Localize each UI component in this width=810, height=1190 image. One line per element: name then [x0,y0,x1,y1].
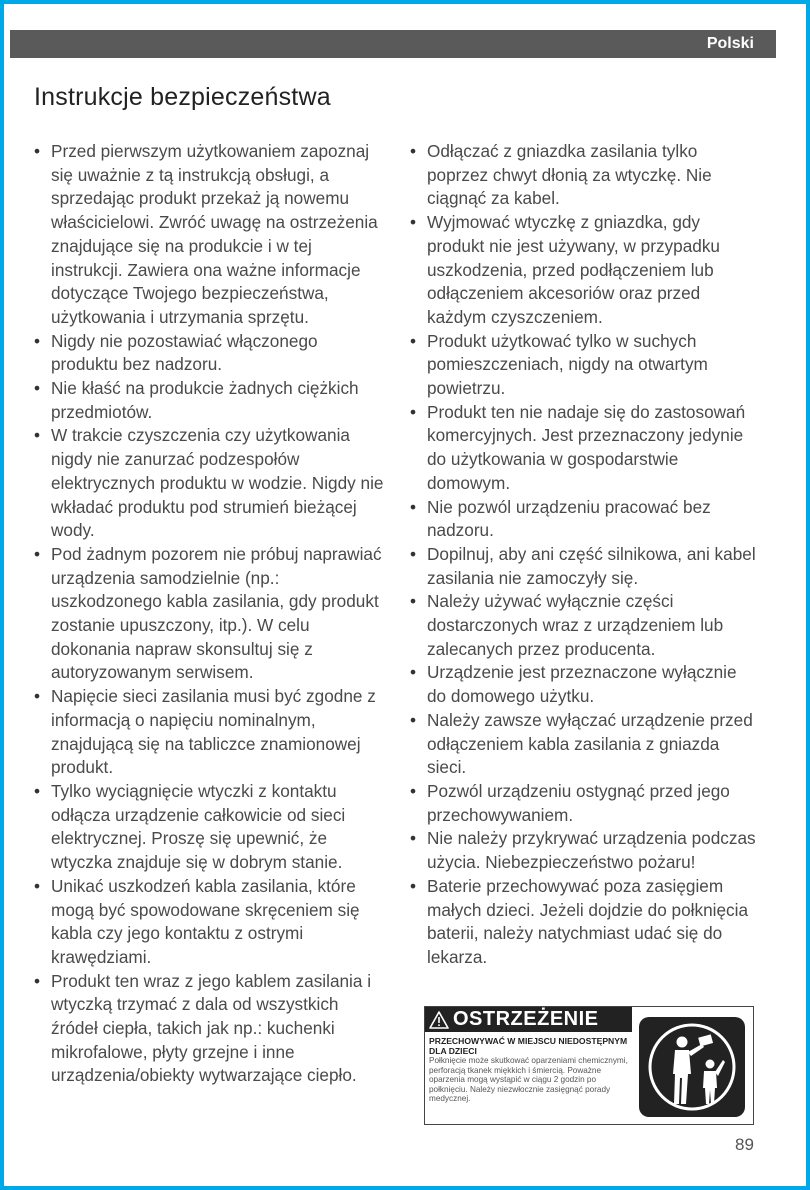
list-item: • Napięcie sieci zasilania musi być zgodne z informacją o napięciu nominalnym, znajdującą się na tabliczce znamionowej produkt. [34,685,384,780]
list-item: • Przed pierwszym użytkowaniem zapoznaj się uważnie z tą instrukcją obsługi, a sprzedając produkt przekaż ją nowemu właścicielowi. Zwróć uwagę na ostrzeżenia znajdujące się na produkcie i w tej instrukcji. Zawiera ona ważne informacje dotyczące Twojego bezpieczeństwa, użytkowania i utrzymania sprzętu. [34,140,384,330]
list-item: • Unikać uszkodzeń kabla zasilania, które mogą być spowodowane skręceniem się kabla czy jego kontaktu z ostrymi krawędziami. [34,875,384,970]
list-item: • Należy używać wyłącznie części dostarczonych wraz z urządzeniem lub zalecanych przez producenta. [410,590,760,661]
list-item: • Wyjmować wtyczkę z gniazdka, gdy produkt nie jest używany, w przypadku uszkodzenia, przed podłączeniem lub odłączeniem akcesoriów oraz przed każdym czyszczeniem. [410,211,760,330]
list-item: • Odłączać z gniazdka zasilania tylko poprzez chwyt dłonią za wtyczkę. Nie ciągnąć za kabel. [410,140,760,211]
warning-subheading: PRZECHOWYWAĆ W MIEJSCU NIEDOSTĘPNYM DLA DZIECI [429,1036,628,1056]
list-item: • Należy zawsze wyłączać urządzenie przed odłączeniem kabla zasilania z gniazda sieci. [410,709,760,780]
list-item: • Pozwól urządzeniu ostygnąć przed jego przechowywaniem. [410,780,760,827]
list-item: • Produkt ten nie nadaje się do zastosowań komercyjnych. Jest przeznaczony jedynie do użytkowania w gospodarstwie domowym. [410,401,760,496]
list-item: • Nie kłaść na produkcie żadnych ciężkich przedmiotów. [34,377,384,424]
warning-text-panel [425,1007,632,1124]
list-item: • Dopilnuj, aby ani część silnikowa, ani kabel zasilania nie zamoczyły się. [410,543,760,590]
list-item: • Produkt ten wraz z jego kablem zasilania i wtyczką trzymać z dala od wszystkich źródeł ciepła, takich jak np.: kuchenki mikrofalowe, płyty grzejne i inne urządzenia/obiekty wytwarzające ciepło. [34,970,384,1089]
list-item: • Baterie przechowywać poza zasięgiem małych dzieci. Jeżeli dojdzie do połknięcia baterii, należy natychmiast udać się do lekarza. [410,875,760,970]
list-item: • Urządzenie jest przeznaczone wyłącznie do domowego użytku. [410,661,760,708]
list-item: • Tylko wyciągnięcie wtyczki z kontaktu odłącza urządzenie całkowicie od sieci elektrycznej. Proszę się upewnić, że wtyczka znajduje się w dobrym stanie. [34,780,384,875]
safety-list-right [410,140,760,970]
language-label: Polski [706,35,754,52]
list-item: • Pod żadnym pozorem nie próbuj naprawiać urządzenia samodzielnie (np.: uszkodzonego kabla zasilania, gdy produkt zostanie upuszczony, itp.). W celu dokonania napraw skonsultuj się z autoryzowanym serwisem. [34,543,384,685]
warning-heading: OSTRZEŻENIE [453,1008,599,1030]
list-item: • Nigdy nie pozostawiać włączonego produktu bez nadzoru. [34,330,384,377]
warning-body: Połknięcie może skutkować oparzeniami chemicznymi, perforacją tkanek miękkich i śmiercią. Poważne oparzenia mogą wystąpić w ciągu 2 godzin po połknięciu. Należy niezwłocznie zasięgnąć porady medycznej. [429,1056,628,1104]
page-number: 89 [735,1135,754,1154]
list-item: • W trakcie czyszczenia czy użytkowania nigdy nie zanurzać podzespołów elektrycznych produktu w wodzie. Nigdy nie wkładać produktu pod strumień bieżącej wody. [34,424,384,543]
list-item: • Nie pozwól urządzeniu pracować bez nadzoru. [410,496,760,543]
warning-triangle-icon [429,1011,449,1029]
safety-list-left [34,140,384,1088]
warning-header [425,1007,632,1032]
keep-away-from-children-icon [639,1017,745,1117]
page-title: Instrukcje bezpieczeństwa [34,83,331,111]
list-item: • Nie należy przykrywać urządzenia podczas użycia. Niebezpieczeństwo pożaru! [410,827,760,874]
list-item: • Produkt użytkować tylko w suchych pomieszczeniach, nigdy na otwartym powietrzu. [410,330,760,401]
battery-warning-box [424,1006,754,1125]
language-bar [10,30,776,58]
